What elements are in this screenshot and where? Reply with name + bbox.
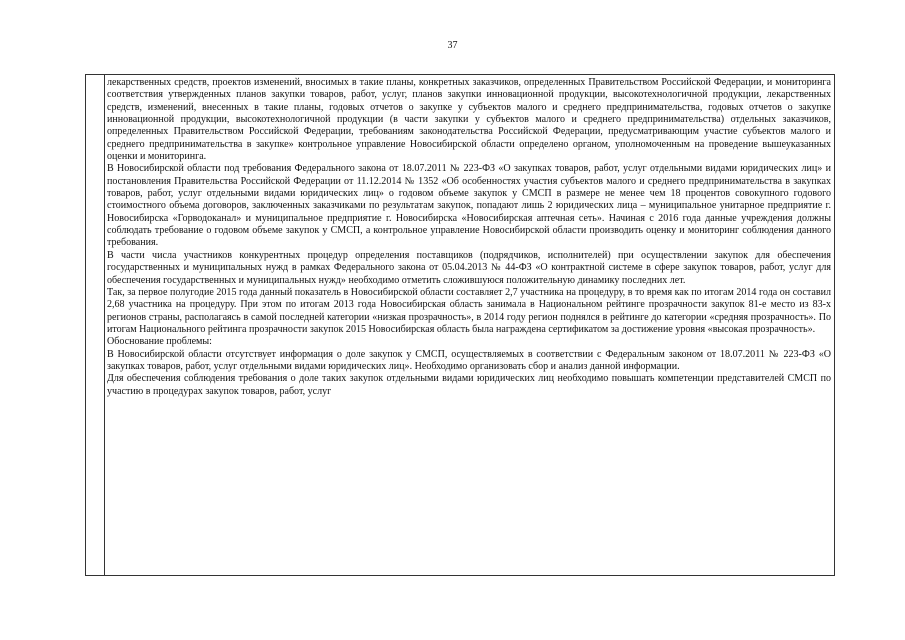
paragraph-competence-improvement: Для обеспечения соблюдения требования о доле таких закупок отдельными видами юридических лиц необходимо повышать компетенции представителей СМСП по участию в процедурах закупок товаров, работ, услуг xyxy=(107,373,831,397)
page-number: 37 xyxy=(447,40,458,51)
document-table xyxy=(85,74,835,576)
table-left-column xyxy=(86,75,105,575)
paragraph-223-fz-requirements: В Новосибирской области под требования Федерального закона от 18.07.2011 № 223-ФЗ «О закупках товаров, работ, услуг отдельными видами юридических лиц» и постановления Правительства Российской Федерации от 11.12.2014 № 1352 «Об особенностях участия субъектов малого и среднего предпринимательства в закупках товаров, работ, услуг отдельными видами юридических лиц» о годовом объеме закупок у СМСП в размере не менее чем 18 процентов совокупного годового стоимостного объема договоров, заключенных заказчиками по результатам закупок, попадают лишь 2 юридических лица – муниципальное унитарное предприятие г. Новосибирска «Горводоканал» и муниципальное предприятие г. Новосибирска «Новосибирская аптечная сеть». Начиная с 2016 года данные учреждения должны соблюдать требование о годовом объеме закупок у СМСП, а контрольное управление Новосибирской области производить оценку и мониторинг соблюдения данного требования. xyxy=(107,163,831,249)
paragraph-problem-heading: Обоснование проблемы: xyxy=(107,336,212,348)
paragraph-transparency-rating: Так, за первое полугодие 2015 года данный показатель в Новосибирской области составляет 2,7 участника на процедуру, в то время как по итогам 2014 года он составил 2,68 участника на процедуру. При этом по итогам 2013 года Новосибирская область занимала в Национальном рейтинге прозрачности закупок 81-е место из 83-х регионов страны, располагаясь в самой последней категории «низкая прозрачность», в 2014 году регион поднялся в рейтинге до категории «средняя прозрачность». По итогам Национального рейтинга прозрачности закупок 2015 Новосибирская область была награждена сертификатом за достижение уровня «высокая прозрачность». xyxy=(107,286,831,335)
table-text-cell xyxy=(105,77,831,575)
paragraph-missing-information: В Новосибирской области отсутствует информация о доле закупок у СМСП, осуществляемых в соответствии с Федеральным законом от 18.07.2011 № 223-ФЗ «О закупках товаров, работ, услуг отдельными видами юридических лиц». Необходимо организовать сбор и анализ данной информации. xyxy=(107,348,831,372)
paragraph-participants-dynamics: В части числа участников конкурентных процедур определения поставщиков (подрядчиков, исполнителей) при осуществлении закупок для обеспечения государственных и муниципальных нужд в рамках Федерального закона от 05.04.2013 № 44-ФЗ «О контрактной системе в сфере закупок товаров, работ, услуг для обеспечения государственных и муниципальных нужд» необходимо отметить сложившуюся положительную динамику последних лет. xyxy=(107,249,831,286)
paragraph-plans-monitoring: лекарственных средств, проектов изменений, вносимых в такие планы, конкретных заказчиков, определенных Правительством Российской Федерации, и мониторинга соответствия утвержденных планов закупки товаров, работ, услуг, планов закупки инновационной продукции, высокотехнологичной продукции, лекарственных средств, изменений, внесенных в такие планы, годовых отчетов о закупке у субъектов малого и среднего предпринимательства, годовых отчетов о закупке инновационной продукции, высокотехнологичной продукции (в части закупки у субъектов малого и среднего предпринимательства) отдельных заказчиков, определенных Правительством Российской Федерации, требованиям законодательства Российской Федерации, предусматривающим участие субъектов малого и среднего предпринимательства в закупке» контрольное управление Новосибирской области определено органом, уполномоченным на проведение вышеуказанных оценки и мониторинга. xyxy=(107,77,831,163)
